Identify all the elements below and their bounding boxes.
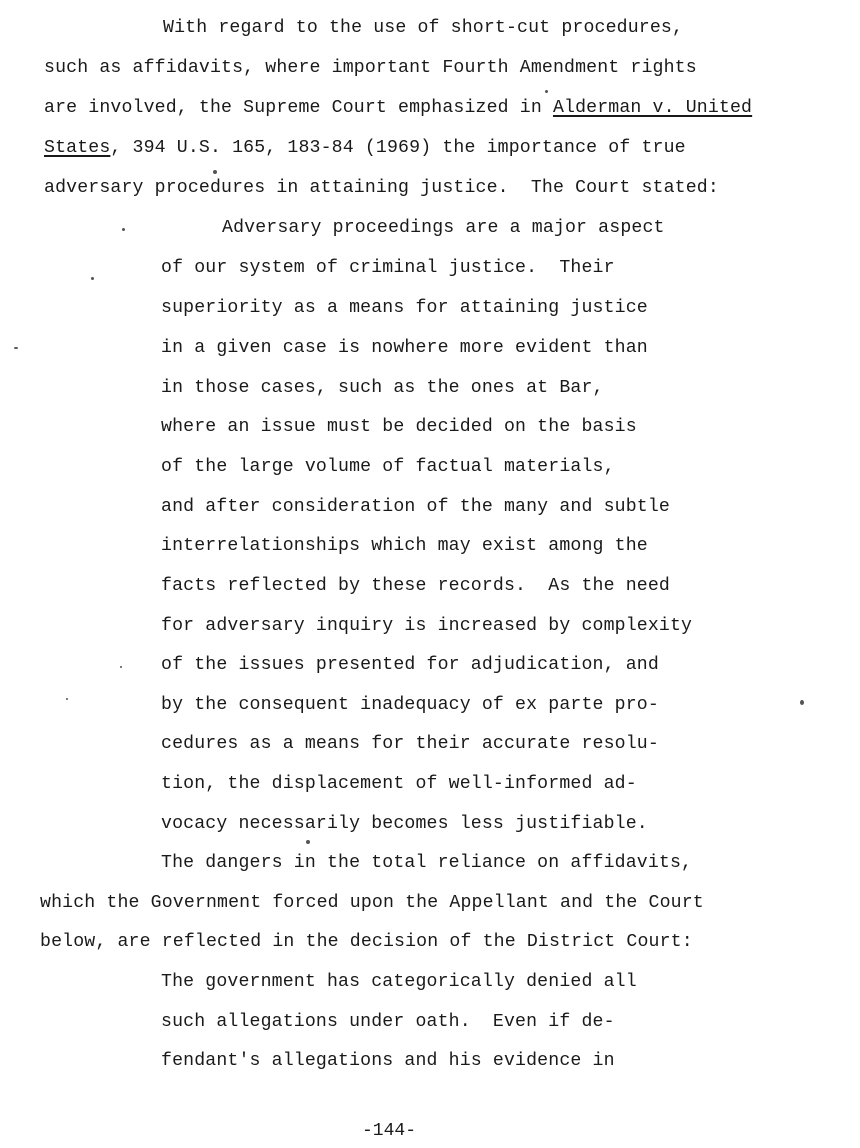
scan-speck — [91, 277, 94, 280]
scan-speck — [120, 666, 122, 668]
case-citation-part-2: States — [44, 138, 111, 158]
case-citation-part-1: Alderman v. United — [552, 98, 753, 118]
scan-speck — [14, 347, 18, 349]
paragraph-1-line-3-text: are involved, the Supreme Court emphasized in — [44, 98, 553, 118]
quote-1-line-4: in a given case is nowhere more evident than — [161, 338, 648, 358]
quote-1-line-10: facts reflected by these records. As the need — [161, 576, 670, 596]
paragraph-1-line-4 — [44, 137, 686, 159]
scan-speck — [545, 90, 548, 93]
quote-2-line-2: such allegations under oath. Even if de- — [161, 1012, 615, 1032]
quote-2-line-1: The government has categorically denied all — [161, 972, 637, 992]
paragraph-1-line-1: With regard to the use of short-cut procedures, — [163, 18, 684, 38]
paragraph-2-line-1: The dangers in the total reliance on affidavits, — [161, 853, 693, 873]
quote-1-line-14: cedures as a means for their accurate resolu- — [161, 734, 659, 754]
page-number: -144- — [362, 1121, 417, 1141]
paragraph-1-line-2: such as affidavits, where important Fourth Amendment rights — [44, 58, 697, 78]
scan-speck — [306, 840, 310, 844]
quote-1-line-9: interrelationships which may exist among the — [161, 536, 648, 556]
paragraph-1-line-3 — [44, 97, 752, 119]
paragraph-2-line-3: below, are reflected in the decision of the District Court: — [40, 932, 693, 952]
quote-1-line-12: of the issues presented for adjudication, and — [161, 655, 659, 675]
scan-speck — [800, 700, 804, 705]
paragraph-1-line-4-text: , 394 U.S. 165, 183-84 (1969) the importance of true — [110, 138, 686, 158]
quote-1-line-8: and after consideration of the many and subtle — [161, 497, 670, 517]
quote-1-line-11: for adversary inquiry is increased by complexity — [161, 616, 693, 636]
scan-speck — [66, 698, 68, 700]
quote-1-line-6: where an issue must be decided on the basis — [161, 417, 637, 437]
scan-speck — [122, 228, 125, 231]
quote-1-line-1: Adversary proceedings are a major aspect — [222, 218, 665, 238]
quote-1-line-7: of the large volume of factual materials, — [161, 457, 615, 477]
scan-speck — [213, 170, 217, 174]
quote-1-line-15: tion, the displacement of well-informed ad- — [161, 774, 637, 794]
quote-1-line-3: superiority as a means for attaining justice — [161, 298, 648, 318]
quote-2-line-3: fendant's allegations and his evidence in — [161, 1051, 615, 1071]
quote-1-line-5: in those cases, such as the ones at Bar, — [161, 378, 604, 398]
quote-1-line-2: of our system of criminal justice. Their — [161, 258, 615, 278]
quote-1-line-13: by the consequent inadequacy of ex parte pro- — [161, 695, 659, 715]
quote-1-line-16: vocacy necessarily becomes less justifiable. — [161, 814, 648, 834]
paragraph-2-line-2: which the Government forced upon the Appellant and the Court — [40, 893, 704, 913]
paragraph-1-line-5: adversary procedures in attaining justice. The Court stated: — [44, 178, 719, 198]
